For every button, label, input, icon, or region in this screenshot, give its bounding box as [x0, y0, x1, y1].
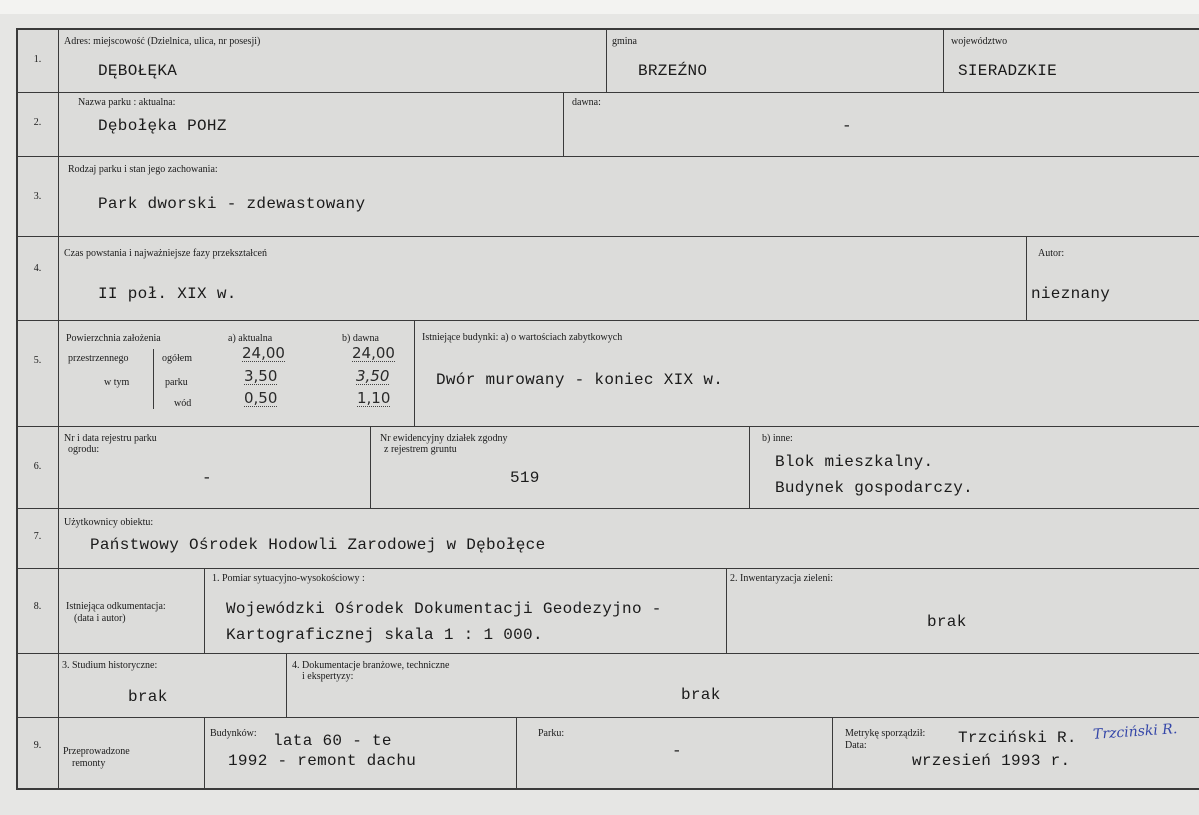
- row-4: [16, 237, 1199, 321]
- gmina-label: gmina: [612, 36, 637, 47]
- survey-value-1: Wojewódzki Ośrodek Dokumentacji Geodezyjno -: [226, 600, 662, 618]
- voivodeship-label: województwo: [951, 36, 1008, 47]
- col-a-label: a) aktualna: [228, 333, 273, 344]
- row-number: 4.: [33, 263, 42, 274]
- park-type-value: Park dworski - zdewastowany: [98, 195, 366, 213]
- row-8: [16, 569, 1199, 654]
- register-label-1: Nr i data rejestru parku: [64, 433, 157, 444]
- users-value: Państwowy Ośrodek Hodowli Zarodowej w Dębołęce: [90, 536, 546, 554]
- documentation-label-1: Istniejąca odkumentacja:: [66, 601, 166, 612]
- buildings-value: Dwór murowany - koniec XIX w.: [436, 371, 724, 389]
- row-8b: [16, 654, 1199, 718]
- survey-label: 1. Pomiar sytuacyjno-wysokościowy :: [212, 573, 365, 584]
- row-number: 3.: [33, 191, 42, 202]
- plot-label-1: Nr ewidencyjny działek zgodny: [380, 433, 508, 444]
- water-former: 1,10: [357, 389, 391, 407]
- users-label: Użytkownicy obiektu:: [64, 517, 154, 528]
- other-buildings-label: b) inne:: [762, 433, 793, 444]
- address-label: Adres: miejscowość (Dzielnica, ulica, nr posesji): [64, 36, 261, 47]
- former-name-value: -: [842, 117, 852, 135]
- row-number: 6.: [33, 461, 42, 472]
- compiled-by-label: Metrykę sporządził:: [845, 728, 926, 739]
- park-repairs-value: -: [672, 742, 682, 760]
- buildings-repairs-2: 1992 - remont dachu: [228, 752, 417, 770]
- row-number: 2.: [33, 117, 42, 128]
- date-label: Data:: [845, 740, 867, 751]
- greenery-label: 2. Inwentaryzacja zieleni:: [730, 573, 833, 584]
- buildings-repairs-1: lata 60 - te: [273, 732, 392, 750]
- total-current: 24,00: [242, 344, 285, 362]
- row-number: 9.: [33, 740, 42, 751]
- repairs-label-1: Przeprowadzone: [63, 746, 130, 757]
- row-number: 8.: [33, 601, 42, 612]
- author-label: Autor:: [1038, 248, 1065, 259]
- park-current: 3,50: [244, 367, 278, 385]
- park-former: 3,50: [356, 367, 390, 385]
- park-label: parku: [165, 377, 188, 388]
- register-label-2: ogrodu:: [68, 444, 100, 455]
- total-label: ogółem: [162, 353, 192, 364]
- former-name-label: dawna:: [572, 97, 601, 108]
- voivodeship-value: SIERADZKIE: [958, 62, 1058, 80]
- park-name-label: Nazwa parku : aktualna:: [78, 97, 176, 108]
- water-current: 0,50: [244, 389, 278, 407]
- area-label: Powierzchnia założenia: [66, 333, 161, 344]
- park-type-label: Rodzaj parku i stan jego zachowania:: [68, 164, 218, 175]
- branch-docs-value: brak: [681, 686, 721, 704]
- historic-study-label: 3. Studium historyczne:: [62, 660, 158, 671]
- total-former: 24,00: [352, 344, 395, 362]
- author-value: nieznany: [1031, 285, 1111, 303]
- col-b-label: b) dawna: [342, 333, 379, 344]
- repairs-label-2: remonty: [72, 758, 106, 769]
- date-value: wrzesień 1993 r.: [912, 752, 1071, 770]
- row-3: [16, 157, 1199, 237]
- greenery-value: brak: [927, 613, 967, 631]
- area-spatial-label: przestrzennego: [68, 353, 129, 364]
- park-repairs-label: Parku:: [538, 728, 565, 739]
- other-buildings-2: Budynek gospodarczy.: [775, 479, 974, 497]
- water-label: wód: [174, 398, 192, 409]
- history-value: II poł. XIX w.: [98, 285, 237, 303]
- register-value: -: [202, 469, 212, 487]
- row-1: [16, 30, 1199, 93]
- compiled-by-value: Trzciński R.: [958, 729, 1077, 747]
- park-name-value: Dębołęka POHZ: [98, 117, 227, 135]
- row-number: 1.: [33, 54, 42, 65]
- history-label: Czas powstania i najważniejsze fazy przekształceń: [64, 248, 267, 259]
- survey-value-2: Kartograficznej skala 1 : 1 000.: [226, 626, 543, 644]
- buildings-label: Istniejące budynki: a) o wartościach zabytkowych: [422, 332, 623, 343]
- top-band: [0, 0, 1199, 14]
- buildings-repairs-label: Budynków:: [210, 728, 257, 739]
- signature: Trzciński R.: [1092, 721, 1178, 743]
- row-9: [16, 718, 1199, 788]
- address-value: DĘBOŁĘKA: [98, 62, 178, 80]
- documentation-label-2: (data i autor): [74, 613, 126, 624]
- row-number: 5.: [33, 355, 42, 366]
- row-7: [16, 509, 1199, 569]
- plot-value: 519: [510, 469, 540, 487]
- gmina-value: BRZEŹNO: [638, 62, 708, 80]
- plot-label-2: z rejestrem gruntu: [384, 444, 457, 455]
- historic-study-value: brak: [128, 688, 168, 706]
- row-number: 7.: [33, 531, 42, 542]
- area-incl-label: w tym: [104, 377, 130, 388]
- row-5: [16, 321, 1199, 427]
- branch-docs-label-2: i ekspertyzy:: [302, 671, 354, 682]
- other-buildings-1: Blok mieszkalny.: [775, 453, 934, 471]
- row-6: [16, 427, 1199, 509]
- row-2: [16, 93, 1199, 157]
- branch-docs-label-1: 4. Dokumentacje branżowe, techniczne: [292, 660, 450, 671]
